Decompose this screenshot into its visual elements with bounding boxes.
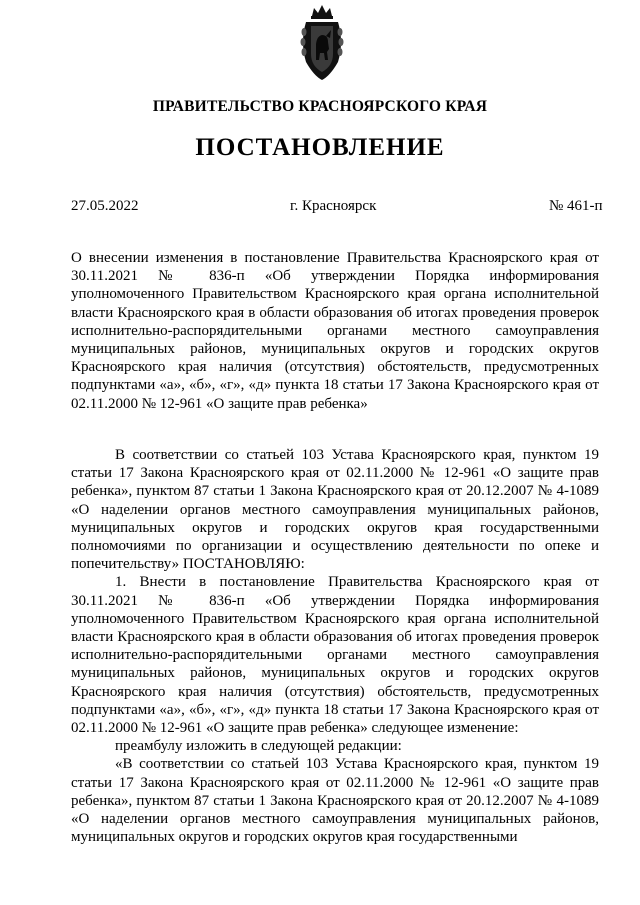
document-subject: О внесении изменения в постановление Правительства Красноярского края от 30.11.2021 № 836-п «Об утверждении Порядка информирования уполномоченного Правительством Красноярского края органа исполнительной власти Красноярского края в области образования об итогах проведения проверок исполнительно-распорядительными органами местного самоуправления муниципальных районов, муниципальных округов и городских округов Красноярского края наличия (отсутствия) обстоятельств, предусмотренных подпунктами «а», «б», «г», «д» пункта 18 статьи 17 Закона Красноярского края от 02.11.2000 № 12-961 «О защите прав ребенка» [71,250,599,412]
document-type-title: ПОСТАНОВЛЕНИЕ [195,134,445,161]
document-body [71,446,599,846]
body-paragraph: «В соответствии со статьей 103 Устава Красноярского края, пунктом 19 статьи 17 Закона Красноярского края от 02.11.2000 № 12-961 «О защите прав ребенка», пунктом 87 статьи 1 Закона Красноярского края от 20.12.2007 № 4-1089 «О наделении органов местного самоуправления муниципальных районов, муниципальных округов и городских округов края государственными [71,756,599,846]
document-number: № 461-п [549,198,603,214]
document-city: г. Красноярск [290,198,377,214]
document-date: 27.05.2022 [71,198,139,214]
body-paragraph: В соответствии со статьей 103 Устава Красноярского края, пунктом 19 статьи 17 Закона Красноярского края от 02.11.2000 № 12-961 «О защите прав ребенка», пунктом 87 статьи 1 Закона Красноярского края от 20.12.2007 № 4-1089 «О наделении органов местного самоуправления муниципальных районов, муниципальных округов и городских округов края государственными полномочиями по организации и осуществлению деятельности по опеке и попечительству» ПОСТАНОВЛЯЮ: [71,447,599,573]
government-name: ПРАВИТЕЛЬСТВО КРАСНОЯРСКОГО КРАЯ [152,98,488,115]
coat-of-arms-icon [298,2,346,82]
body-paragraph: преамбулу изложить в следующей редакции: [115,738,402,755]
body-paragraph: 1. Внести в постановление Правительства Красноярского края от 30.11.2021 № 836-п «Об утверждении Порядка информирования уполномоченного Правительством Красноярского края органа исполнительной власти Красноярского края в области образования об итогах проведения проверок исполнительно-распорядительными органами местного самоуправления муниципальных районов, муниципальных округов и городских округов Красноярского края наличия (отсутствия) обстоятельств, предусмотренных подпунктами «а», «б», «г», «д» пункта 18 статьи 17 Закона Красноярского края от 02.11.2000 № 12-961 «О защите прав ребенка» следующее изменение: [71,574,599,737]
